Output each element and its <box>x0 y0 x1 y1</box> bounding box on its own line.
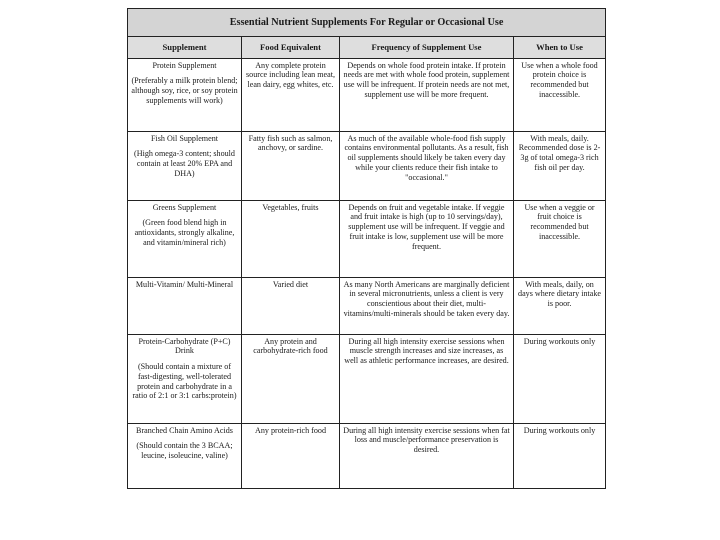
supplement-name: Greens Supplement <box>152 202 217 212</box>
supplement-note: (Should contain the 3 BCAA; leucine, isoleucine, valine) <box>136 441 233 461</box>
table-row <box>128 423 606 488</box>
column-header-when-to-use: When to Use <box>514 37 606 59</box>
table-row <box>128 200 606 277</box>
food-equivalent-cell: Fatty fish such as salmon, anchovy, or sardine. <box>242 131 340 200</box>
when-to-use-cell: Use when a whole food protein choice is recommended but inaccessible. <box>514 58 606 131</box>
table-row <box>128 334 606 423</box>
frequency-cell: During all high intensity exercise sessions when fat loss and muscle/performance preservation is desired. <box>340 423 514 488</box>
column-header-food-equivalent: Food Equivalent <box>242 37 340 59</box>
when-to-use-cell: With meals, daily. Recommended dose is 2-3g of total omega-3 rich fish oil per day. <box>514 131 606 200</box>
supplement-cell <box>128 200 242 277</box>
supplement-cell <box>128 131 242 200</box>
supplement-name: Protein Supplement <box>152 60 217 70</box>
frequency-cell: As much of the available whole-food fish supply contains environmental pollutants. As a result, fish oil supplements should likely be taken every day while your clients reduce their fish intake to "occasional." <box>340 131 514 200</box>
frequency-cell: During all high intensity exercise sessions when muscle strength increases and size increases, as well as athletic performance increases, are desired. <box>340 334 514 423</box>
supplement-note: (High omega-3 content; should contain at least 20% EPA and DHA) <box>134 149 235 178</box>
frequency-cell: Depends on fruit and vegetable intake. If veggie and fruit intake is high (up to 10 servings/day), supplement use will be infrequent. If veggie and fruit intake is low, supplement use will be more frequent. <box>340 200 514 277</box>
table-row <box>128 58 606 131</box>
supplement-name: Branched Chain Amino Acids <box>136 425 233 435</box>
when-to-use-cell: During workouts only <box>514 334 606 423</box>
when-to-use-cell: With meals, daily, on days where dietary intake is poor. <box>514 277 606 334</box>
supplement-note: (Should contain a mixture of fast-digesting, well-tolerated protein and carbohydrate in a ratio of 2:1 or 3:1 carbs:protein) <box>132 362 237 401</box>
supplement-note: (Preferably a milk protein blend; although soy, rice, or soy protein supplements will work) <box>131 76 238 105</box>
table-title: Essential Nutrient Supplements For Regular or Occasional Use <box>128 9 606 37</box>
supplement-document <box>127 8 605 489</box>
frequency-cell: As many North Americans are marginally deficient in several micronutrients, unless a client is very conscientious about their diet, multi-vitamins/multi-minerals should be taken every day. <box>340 277 514 334</box>
food-equivalent-cell: Any protein and carbohydrate-rich food <box>242 334 340 423</box>
food-equivalent-cell: Vegetables, fruits <box>242 200 340 277</box>
supplement-cell <box>128 423 242 488</box>
supplement-cell <box>128 334 242 423</box>
supplement-name: Fish Oil Supplement <box>150 133 218 143</box>
supplement-name: Protein-Carbohydrate (P+C) Drink <box>138 336 231 356</box>
food-equivalent-cell: Varied diet <box>242 277 340 334</box>
supplement-note: (Green food blend high in antioxidants, strongly alkaline, and vitamin/mineral rich) <box>134 218 235 247</box>
frequency-cell: Depends on whole food protein intake. If protein needs are met with whole food protein, supplement use will be infrequent. If protein needs are not met, supplement use will be more frequent. <box>340 58 514 131</box>
column-header-frequency: Frequency of Supplement Use <box>340 37 514 59</box>
food-equivalent-cell: Any complete protein source including lean meat, lean dairy, egg whites, etc. <box>242 58 340 131</box>
supplement-cell <box>128 58 242 131</box>
column-header-supplement: Supplement <box>128 37 242 59</box>
food-equivalent-cell: Any protein-rich food <box>242 423 340 488</box>
supplement-cell <box>128 277 242 334</box>
when-to-use-cell: During workouts only <box>514 423 606 488</box>
when-to-use-cell: Use when a veggie or fruit choice is recommended but inaccessible. <box>514 200 606 277</box>
table-row <box>128 277 606 334</box>
table-row <box>128 131 606 200</box>
supplement-name: Multi-Vitamin/ Multi-Mineral <box>135 279 234 289</box>
supplement-table <box>127 8 606 489</box>
